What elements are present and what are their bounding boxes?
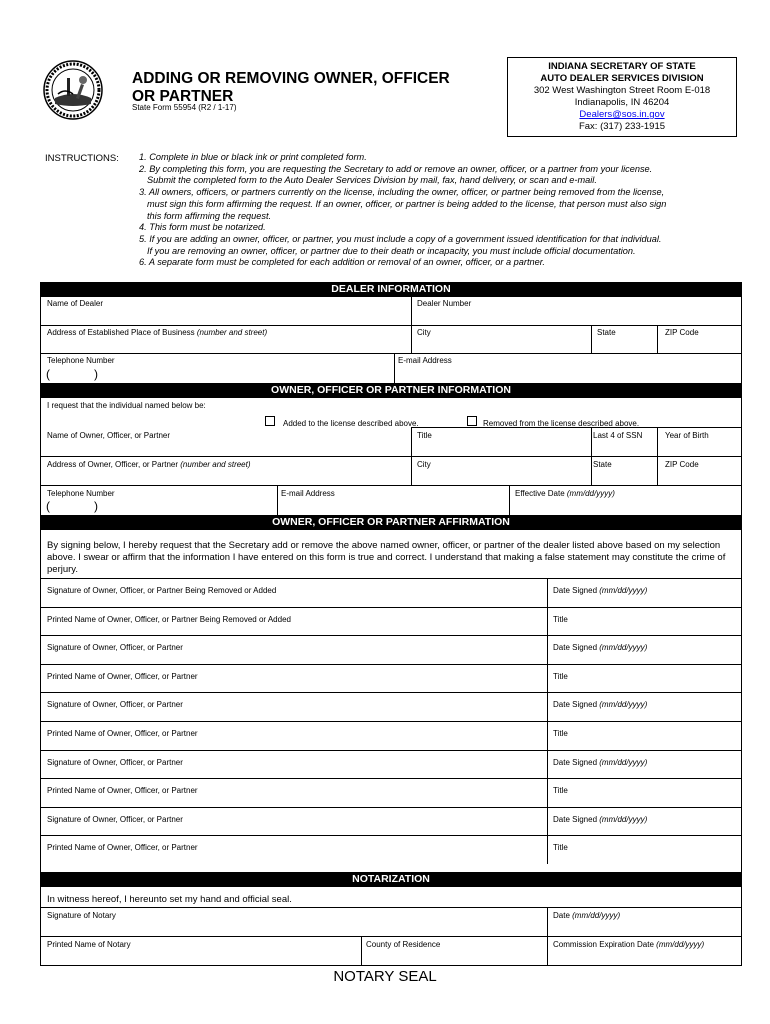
signature-field[interactable]: Signature of Owner, Officer, or Partner — [47, 643, 183, 652]
title-field[interactable] — [553, 843, 568, 852]
divider — [509, 485, 510, 515]
divider — [40, 578, 742, 579]
instruction-line: Submit the completed form to the Auto Dealer Services Division by mail, fax, hand delivery, or scan and e-mail. — [147, 175, 597, 186]
title-field[interactable] — [553, 786, 568, 795]
owner-name-field[interactable]: Name of Owner, Officer, or Partner — [47, 431, 171, 440]
owner-address-hint: (number and street) — [180, 460, 251, 469]
divider — [40, 607, 742, 608]
effective-date-label: Effective Date — [515, 489, 565, 498]
date-format-hint: (mm/dd/yyyy) — [599, 815, 648, 824]
title-label: Title — [553, 729, 568, 738]
agency-address1: 302 West Washington Street Room E-018 — [533, 85, 711, 96]
dealer-information-heading: DEALER INFORMATION — [40, 282, 742, 297]
paren-open: ( — [46, 367, 50, 381]
divider — [657, 325, 658, 353]
printed-name-field[interactable]: Printed Name of Owner, Officer, or Partner — [47, 729, 198, 738]
divider — [40, 750, 742, 751]
owner-state-field[interactable]: State — [593, 460, 612, 469]
notary-printed-name-field[interactable]: Printed Name of Notary — [47, 940, 131, 949]
notary-signature-field[interactable]: Signature of Notary — [47, 911, 116, 920]
divider — [40, 936, 742, 937]
printed-name-field[interactable]: Printed Name of Owner, Officer, or Partner Being Removed or Added — [47, 615, 291, 624]
owner-title-field[interactable]: Title — [417, 431, 432, 440]
printed-name-field[interactable]: Printed Name of Owner, Officer, or Partner — [47, 843, 198, 852]
divider — [411, 427, 412, 456]
title-field[interactable] — [553, 615, 568, 624]
instruction-line: If you are removing an owner, officer, or partner due to their death or incapacity, you must include official documentation. — [147, 245, 636, 256]
divider — [547, 750, 548, 779]
divider — [591, 456, 592, 485]
witness-text: In witness hereof, I hereunto set my hand and official seal. — [47, 894, 292, 905]
divider — [657, 427, 658, 456]
divider — [40, 835, 742, 836]
instruction-line: 4. This form must be notarized. — [139, 222, 266, 233]
signature-field[interactable]: Signature of Owner, Officer, or Partner — [47, 700, 183, 709]
agency-email-link[interactable]: Dealers@sos.in.gov — [579, 109, 665, 120]
divider — [40, 664, 742, 665]
agency-address2: Indianapolis, IN 46204 — [574, 97, 670, 108]
form-title: ADDING OR REMOVING OWNER, OFFICER OR PARTNER — [132, 70, 450, 105]
divider — [361, 936, 362, 966]
notarization-heading: NOTARIZATION — [40, 872, 742, 887]
divider — [547, 807, 548, 836]
paren-close: ) — [94, 499, 98, 513]
owner-information-heading: OWNER, OFFICER OR PARTNER INFORMATION — [40, 383, 742, 398]
added-checkbox[interactable] — [265, 416, 275, 426]
owner-city-field[interactable]: City — [417, 460, 431, 469]
dealer-state-field[interactable]: State — [597, 328, 616, 337]
date-signed-label: Date Signed — [553, 815, 598, 824]
owner-telephone-field[interactable]: Telephone Number — [47, 489, 115, 498]
signature-field[interactable]: Signature of Owner, Officer, or Partner — [47, 758, 183, 767]
divider — [547, 778, 548, 807]
divider — [277, 485, 278, 515]
title-field[interactable] — [553, 672, 568, 681]
date-signed-label: Date Signed — [553, 700, 598, 709]
removed-checkbox[interactable] — [467, 416, 477, 426]
divider — [547, 578, 548, 607]
removed-label: Removed from the license described above. — [483, 419, 640, 428]
owner-ssn-field[interactable]: Last 4 of SSN — [593, 431, 643, 440]
owner-address-field[interactable] — [47, 460, 251, 469]
divider — [547, 835, 548, 864]
instruction-line: 5. If you are adding an owner, officer, or partner, you must include a copy of a government issued identification for that individual. — [139, 233, 662, 244]
dealer-email-field[interactable]: E-mail Address — [398, 356, 452, 365]
divider — [411, 297, 412, 325]
divider — [40, 353, 742, 354]
date-signed-field[interactable] — [553, 700, 647, 709]
date-signed-label: Date Signed — [553, 586, 598, 595]
instructions-list — [139, 152, 739, 269]
dealer-telephone-field[interactable]: Telephone Number — [47, 356, 115, 365]
dealer-address-hint: (number and street) — [196, 328, 268, 337]
divider — [40, 485, 742, 486]
county-of-residence-field[interactable]: County of Residence — [366, 940, 441, 949]
affirmation-heading: OWNER, OFFICER OR PARTNER AFFIRMATION — [40, 515, 742, 530]
divider — [411, 456, 412, 485]
instruction-line: 3. All owners, officers, or partners currently on the license, including the owner, officer, or partner being removed from the license, — [139, 187, 665, 198]
notary-date-label: Date — [553, 911, 570, 920]
title-label: Title — [553, 672, 568, 681]
divider — [591, 325, 592, 353]
paren-close: ) — [94, 367, 98, 381]
instruction-line: this form affirming the request. — [147, 210, 272, 221]
divider — [40, 907, 742, 908]
agency-fax: Fax: (317) 233-1915 — [578, 121, 666, 132]
printed-name-field[interactable]: Printed Name of Owner, Officer, or Partner — [47, 786, 198, 795]
owner-zip-field[interactable]: ZIP Code — [665, 460, 699, 469]
title-label: Title — [553, 843, 568, 852]
divider — [411, 325, 412, 353]
dealer-address-field[interactable] — [47, 328, 267, 337]
date-format-hint: (mm/dd/yyyy) — [599, 643, 648, 652]
divider — [40, 456, 742, 457]
date-signed-field[interactable] — [553, 643, 647, 652]
divider — [657, 456, 658, 485]
divider — [40, 778, 742, 779]
owner-address-label: Address of Owner, Officer, or Partner — [47, 460, 179, 469]
dealer-address-label: Address of Established Place of Business — [47, 328, 195, 337]
date-signed-field[interactable] — [553, 758, 647, 767]
divider — [547, 635, 548, 664]
instruction-line: must sign this form affirming the request. If an owner, officer, or partner is being added to the license, that person must also sign — [147, 198, 667, 209]
printed-name-field[interactable]: Printed Name of Owner, Officer, or Partner — [47, 672, 198, 681]
divider — [547, 721, 548, 750]
affirmation-text: By signing below, I hereby request that the Secretary add or remove the above named owner, officer, or partner of the dealer listed above based on my selection above. I swear or affirm that the information I have entered on this form is true and correct. I understand that making a false statement may constitute the crime of perjury. — [47, 540, 726, 575]
date-signed-label: Date Signed — [553, 758, 598, 767]
date-signed-label: Date Signed — [553, 643, 598, 652]
request-text: I request that the individual named below be: — [47, 401, 206, 410]
date-format-hint: (mm/dd/yyyy) — [599, 758, 648, 767]
divider — [40, 721, 742, 722]
divider — [40, 807, 742, 808]
agency-line1: INDIANA SECRETARY OF STATE — [548, 61, 696, 72]
dealer-city-field[interactable]: City — [417, 328, 431, 337]
divider — [591, 427, 592, 456]
signature-field[interactable]: Signature of Owner, Officer, or Partner Being Removed or Added — [47, 586, 277, 595]
title-field[interactable] — [553, 729, 568, 738]
instruction-line: 6. A separate form must be completed for each addition or removal of an owner, officer, or a partner. — [139, 257, 545, 268]
notary-seal-label: NOTARY SEAL — [333, 968, 437, 985]
divider — [40, 325, 742, 326]
signature-field[interactable]: Signature of Owner, Officer, or Partner — [47, 815, 183, 824]
date-format-hint: (mm/dd/yyyy) — [599, 586, 648, 595]
divider — [547, 692, 548, 721]
divider — [411, 427, 742, 428]
title-label: Title — [553, 615, 568, 624]
notary-date-field[interactable] — [553, 911, 620, 920]
date-signed-field[interactable] — [553, 815, 647, 824]
instructions-label: INSTRUCTIONS: — [45, 153, 119, 164]
agency-line2: AUTO DEALER SERVICES DIVISION — [540, 73, 704, 84]
commission-expiration-field[interactable] — [553, 940, 704, 949]
dealer-name-field[interactable]: Name of Dealer — [47, 299, 104, 308]
owner-birth-year-field[interactable]: Year of Birth — [665, 431, 709, 440]
instruction-line: 1. Complete in blue or black ink or print completed form. — [139, 152, 367, 162]
added-label: Added to the license described above. — [283, 419, 419, 428]
notary-date-hint: (mm/dd/yyyy) — [572, 911, 621, 920]
date-signed-field[interactable] — [553, 586, 647, 595]
divider — [40, 692, 742, 693]
divider — [547, 607, 548, 636]
title-label: Title — [553, 786, 568, 795]
divider — [40, 635, 742, 636]
agency-box — [507, 57, 737, 137]
owner-email-field[interactable]: E-mail Address — [281, 489, 335, 498]
dealer-number-field[interactable]: Dealer Number — [417, 299, 472, 308]
state-form-number: State Form 55954 (R2 / 1-17) — [132, 103, 237, 112]
state-seal-logo — [43, 60, 103, 120]
date-format-hint: (mm/dd/yyyy) — [599, 700, 648, 709]
divider — [394, 353, 395, 383]
commission-hint: (mm/dd/yyyy) — [656, 940, 705, 949]
commission-label: Commission Expiration Date — [553, 940, 654, 949]
paren-open: ( — [46, 499, 50, 513]
dealer-zip-field[interactable]: ZIP Code — [665, 328, 699, 337]
divider — [547, 664, 548, 693]
instruction-line: 2. By completing this form, you are requesting the Secretary to add or remove an owner, officer, or a partner from your license. — [139, 163, 653, 174]
effective-date-hint: (mm/dd/yyyy) — [566, 489, 615, 498]
effective-date-field[interactable] — [515, 489, 615, 498]
